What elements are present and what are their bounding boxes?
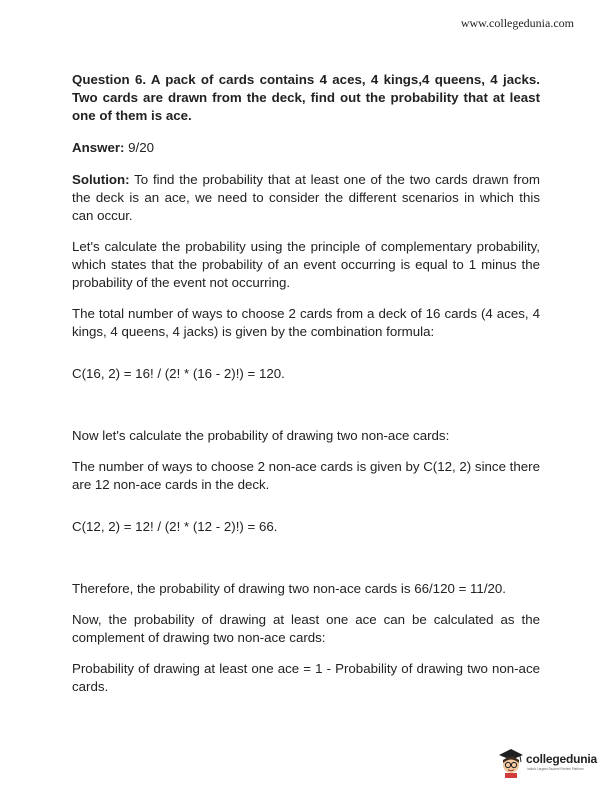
solution-paragraph-5: Therefore, the probability of drawing two non-ace cards is 66/120 = 11/20. xyxy=(72,581,507,596)
solution-paragraph-1: Let's calculate the probability using the principle of complementary probability, which states that the probability of an event occurring is equal to 1 minus the probability of the event not occurring. xyxy=(72,239,540,290)
solution-intro-text: To find the probability that at least one of the two cards drawn from the deck is an ace, we need to consider the different scenarios in which this can occur. xyxy=(72,172,540,223)
formula-total: C(16, 2) = 16! / (2! * (16 - 2)!) = 120. xyxy=(72,366,285,381)
solution-paragraph-7: Probability of drawing at least one ace = 1 - Probability of drawing two non-ace cards. xyxy=(72,661,540,694)
answer-value: 9/20 xyxy=(124,140,155,155)
solution-paragraph-3: Now let's calculate the probability of drawing two non-ace cards: xyxy=(72,428,450,443)
mascot-icon xyxy=(496,746,526,778)
header-url[interactable]: www.collegedunia.com xyxy=(460,16,574,30)
logo-text: collegedunia xyxy=(526,752,597,766)
logo-tagline: India's Largest Student Review Platform xyxy=(527,767,584,771)
solution-intro xyxy=(72,171,540,225)
solution-paragraph-6: Now, the probability of drawing at least one ace can be calculated as the complement of drawing two non-ace cards: xyxy=(72,612,540,645)
formula-non-ace: C(12, 2) = 12! / (2! * (12 - 2)!) = 66. xyxy=(72,519,278,534)
answer-label: Answer: xyxy=(72,140,125,155)
solution-paragraph-2: The total number of ways to choose 2 cards from a deck of 16 cards (4 aces, 4 kings, 4 queens, 4 jacks) is given by the combination formula: xyxy=(72,306,540,339)
solution-paragraph-4: The number of ways to choose 2 non-ace cards is given by C(12, 2) since there are 12 non-ace cards in the deck. xyxy=(72,459,540,492)
answer-line xyxy=(72,139,540,157)
document-body xyxy=(72,71,540,696)
question-text: Question 6. A pack of cards contains 4 aces, 4 kings,4 queens, 4 jacks. Two cards are drawn from the deck, find out the probability that at least one of them is ace. xyxy=(72,72,540,123)
collegedunia-logo xyxy=(496,746,597,778)
solution-label: Solution: xyxy=(72,172,130,187)
